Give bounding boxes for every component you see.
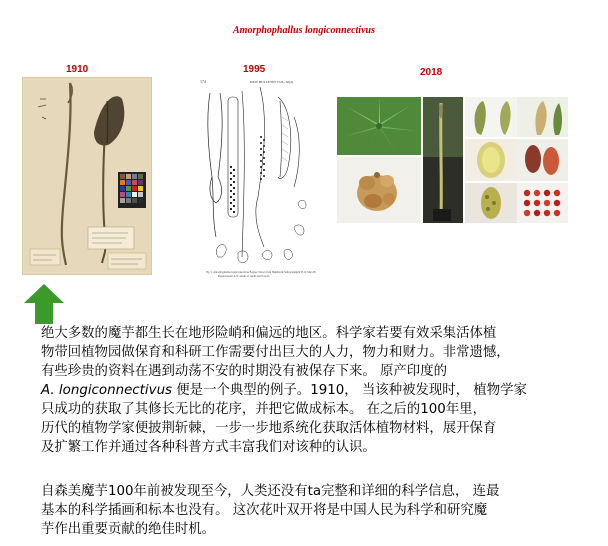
- photo-tuber: [337, 157, 421, 223]
- paragraph-history: [41, 324, 581, 457]
- paragraph1-line1: 绝大多数的魔芋都生长在地形险峭和偏远的地区。科学家若要有效采集活体植: [41, 326, 497, 341]
- drawing-caption-line2: Figure legend: A-N, details of spadix and flowers.: [218, 275, 270, 278]
- paragraph1-line6: 历代的植物学家便披荆斩棘，一步一步地系统化获取活体植物材料，展开保育: [41, 421, 497, 436]
- paragraph-opportunity: [41, 482, 581, 539]
- photo-florets: [465, 139, 568, 181]
- herbarium-specimen-image: [22, 77, 152, 275]
- paragraph1-line4: [41, 381, 581, 400]
- year-label-1995: 1995: [243, 64, 266, 75]
- drawing-page-number: 174: [200, 79, 206, 84]
- photo-fruits: [465, 183, 568, 223]
- photo-spathe: [465, 97, 568, 137]
- page-title: Amorphophallus longiconnectivus: [233, 25, 375, 36]
- paragraph1-line4-rest: 便是一个典型的例子。1910， 当该种被发现时， 植物学家: [172, 383, 527, 398]
- botanical-illustration: [198, 77, 316, 282]
- year-label-1910: 1910: [66, 64, 89, 75]
- up-arrow-icon: [24, 284, 64, 324]
- photo-leaves: [337, 97, 421, 155]
- photo-collage-2018: [337, 97, 568, 223]
- year-label-2018: 2018: [420, 67, 443, 78]
- paragraph2-line1: 自森美魔芋100年前被发现至今，人类还没有ta完整和详细的科学信息， 连最: [41, 484, 500, 499]
- paragraph2-line3: 芋作出重要贡献的绝佳时机。: [41, 522, 216, 537]
- paragraph1-line2: 物带回植物园做保育和科研工作需要付出巨大的人力，物力和财力。非常遗憾，: [41, 345, 510, 360]
- species-name: A. longiconnectivus: [41, 383, 173, 398]
- paragraph1-line7: 及扩繁工作并通过各种科普方式丰富我们对该种的认识。: [41, 440, 376, 455]
- drawing-header: KEW BULLETIN VOL. 50(2): [250, 80, 294, 84]
- paragraph1-line3: 有些珍贵的资料在遇到动荡不安的时期没有被保存下来。 原产印度的: [41, 364, 447, 379]
- photo-stalk: [423, 97, 463, 223]
- paragraph1-line5: 只成功的获取了其修长无比的花序，并把它做成标本。 在之后的100年里，: [41, 402, 486, 417]
- paragraph2-line2: 基本的科学插画和标本也没有。 这次花叶双开将是中国人民为科学和研究魔: [41, 503, 488, 518]
- drawing-caption-line1: Fig. 2. Amorphophallus longiconnectivus Bogner. Drawn from Hambali & Sulistyaningsih 95 by Mary Bates.: [206, 271, 316, 274]
